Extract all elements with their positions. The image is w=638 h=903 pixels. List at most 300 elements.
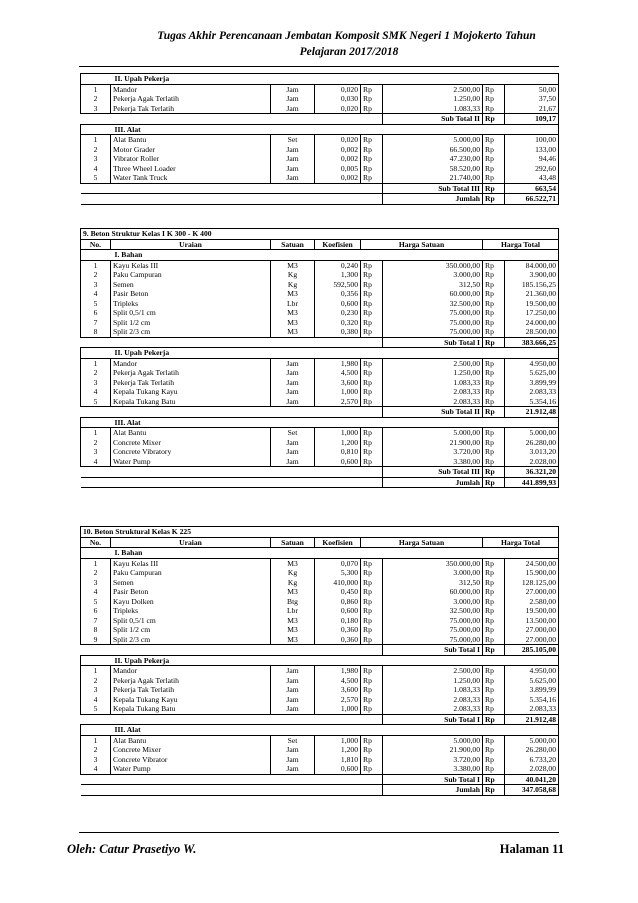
row-harga-satuan: 2.083,33 bbox=[383, 695, 483, 705]
subtotal-spacer bbox=[81, 467, 383, 478]
table-row bbox=[81, 447, 559, 457]
row-koefisien: 2,570 bbox=[315, 397, 361, 407]
row-harga-currency: Rp bbox=[361, 145, 383, 155]
row-harga-satuan: 5.000,00 bbox=[383, 428, 483, 438]
row-koefisien: 3,600 bbox=[315, 378, 361, 388]
row-harga-total: 2.083,33 bbox=[505, 387, 559, 397]
section-no-cell bbox=[81, 250, 111, 261]
row-harga-satuan: 21.740,00 bbox=[383, 173, 483, 183]
row-harga-total: 5.000,00 bbox=[505, 735, 559, 745]
row-satuan: M3 bbox=[271, 625, 315, 635]
row-koefisien: 3,600 bbox=[315, 685, 361, 695]
subtotal-currency: Rp bbox=[483, 645, 505, 656]
row-total-currency: Rp bbox=[483, 625, 505, 635]
subtotal-label: Sub Total I bbox=[383, 714, 483, 725]
row-total-currency: Rp bbox=[483, 308, 505, 318]
row-koefisien: 0,030 bbox=[315, 94, 361, 104]
section-header-row bbox=[81, 74, 559, 85]
row-no: 1 bbox=[81, 428, 111, 438]
footer-page-number: Halaman 11 bbox=[499, 842, 564, 856]
section-no-cell bbox=[81, 124, 111, 135]
document-header-line-1: Tugas Akhir Perencanaan Jembatan Komposit SMK Negeri 1 Mojokerto Tahun bbox=[157, 30, 536, 42]
row-harga-currency: Rp bbox=[361, 397, 383, 407]
row-harga-satuan: 3.000,00 bbox=[383, 568, 483, 578]
row-total-currency: Rp bbox=[483, 378, 505, 388]
subtotal-spacer bbox=[81, 183, 383, 194]
section-label: II. Upah Pekerja bbox=[111, 348, 559, 359]
row-harga-currency: Rp bbox=[361, 135, 383, 145]
table-row bbox=[81, 327, 559, 337]
jumlah-label: Jumlah bbox=[383, 477, 483, 488]
table-row bbox=[81, 704, 559, 714]
row-koefisien: 0,002 bbox=[315, 173, 361, 183]
row-total-currency: Rp bbox=[483, 368, 505, 378]
row-uraian: Kayu Dolken bbox=[111, 597, 271, 607]
row-no: 1 bbox=[81, 84, 111, 94]
row-total-currency: Rp bbox=[483, 606, 505, 616]
row-harga-satuan: 75.000,00 bbox=[383, 635, 483, 645]
row-harga-satuan: 3.380,00 bbox=[383, 764, 483, 774]
row-harga-satuan: 3.000,00 bbox=[383, 270, 483, 280]
section-no-cell bbox=[81, 348, 111, 359]
row-harga-total: 4.950,00 bbox=[505, 666, 559, 676]
table-row bbox=[81, 280, 559, 290]
row-harga-currency: Rp bbox=[361, 308, 383, 318]
row-satuan: M3 bbox=[271, 289, 315, 299]
table-row bbox=[81, 94, 559, 104]
row-uraian: Pekerja Tak Terlatih bbox=[111, 378, 271, 388]
row-harga-currency: Rp bbox=[361, 358, 383, 368]
row-total-currency: Rp bbox=[483, 387, 505, 397]
row-no: 2 bbox=[81, 368, 111, 378]
row-koefisien: 0,860 bbox=[315, 597, 361, 607]
row-satuan: M3 bbox=[271, 308, 315, 318]
row-no: 1 bbox=[81, 135, 111, 145]
row-uraian: Pekerja Tak Terlatih bbox=[111, 104, 271, 114]
col-header-no: No. bbox=[81, 537, 111, 548]
row-harga-satuan: 2.083,33 bbox=[383, 387, 483, 397]
document-header-line-2: Pelajaran 2017/2018 bbox=[299, 46, 399, 58]
table-row bbox=[81, 378, 559, 388]
row-total-currency: Rp bbox=[483, 457, 505, 467]
row-satuan: Kg bbox=[271, 578, 315, 588]
row-no: 1 bbox=[81, 735, 111, 745]
row-no: 1 bbox=[81, 358, 111, 368]
col-header-koefisien: Koefisien bbox=[315, 239, 361, 250]
row-harga-currency: Rp bbox=[361, 447, 383, 457]
row-total-currency: Rp bbox=[483, 94, 505, 104]
row-harga-satuan: 66.500,00 bbox=[383, 145, 483, 155]
row-koefisien: 5,300 bbox=[315, 568, 361, 578]
row-uraian: Concrete Mixer bbox=[111, 745, 271, 755]
row-harga-satuan: 5.000,00 bbox=[383, 135, 483, 145]
row-harga-currency: Rp bbox=[361, 299, 383, 309]
footer-rule bbox=[79, 832, 559, 833]
subtotal-label: Sub Total II bbox=[383, 407, 483, 418]
row-harga-satuan: 58.520,00 bbox=[383, 164, 483, 174]
row-harga-satuan: 2.083,33 bbox=[383, 704, 483, 714]
row-satuan: Kg bbox=[271, 270, 315, 280]
row-harga-total: 2.028,00 bbox=[505, 457, 559, 467]
row-total-currency: Rp bbox=[483, 104, 505, 114]
subtotal-value: 109,17 bbox=[505, 114, 559, 125]
row-satuan: Jam bbox=[271, 94, 315, 104]
row-harga-currency: Rp bbox=[361, 676, 383, 686]
row-uraian: Semen bbox=[111, 280, 271, 290]
row-harga-satuan: 1.083,33 bbox=[383, 104, 483, 114]
col-header-harga-total: Harga Total bbox=[483, 537, 559, 548]
jumlah-row bbox=[81, 477, 559, 488]
subtotal-spacer bbox=[81, 714, 383, 725]
section-label: I. Bahan bbox=[111, 548, 559, 559]
subtotal-currency: Rp bbox=[483, 183, 505, 194]
row-satuan: Jam bbox=[271, 447, 315, 457]
row-uraian: Pekerja Agak Terlatih bbox=[111, 368, 271, 378]
row-harga-satuan: 312,50 bbox=[383, 578, 483, 588]
row-uraian: Vibrator Roller bbox=[111, 154, 271, 164]
row-total-currency: Rp bbox=[483, 260, 505, 270]
subtotal-currency: Rp bbox=[483, 714, 505, 725]
subtotal-label: Sub Total I bbox=[383, 774, 483, 785]
row-koefisien: 1,000 bbox=[315, 387, 361, 397]
row-satuan: M3 bbox=[271, 318, 315, 328]
table-row bbox=[81, 745, 559, 755]
row-satuan: Jam bbox=[271, 378, 315, 388]
row-no: 6 bbox=[81, 606, 111, 616]
row-harga-currency: Rp bbox=[361, 635, 383, 645]
row-harga-total: 50,00 bbox=[505, 84, 559, 94]
row-uraian: Motor Grader bbox=[111, 145, 271, 155]
row-total-currency: Rp bbox=[483, 695, 505, 705]
row-no: 4 bbox=[81, 457, 111, 467]
row-total-currency: Rp bbox=[483, 755, 505, 765]
section-no-cell bbox=[81, 725, 111, 736]
row-koefisien: 0,450 bbox=[315, 587, 361, 597]
table-row bbox=[81, 558, 559, 568]
row-harga-total: 28.500,00 bbox=[505, 327, 559, 337]
row-total-currency: Rp bbox=[483, 428, 505, 438]
table-row bbox=[81, 695, 559, 705]
table-row bbox=[81, 397, 559, 407]
row-satuan: Jam bbox=[271, 704, 315, 714]
row-harga-currency: Rp bbox=[361, 597, 383, 607]
row-total-currency: Rp bbox=[483, 270, 505, 280]
row-harga-total: 4.950,00 bbox=[505, 358, 559, 368]
row-total-currency: Rp bbox=[483, 173, 505, 183]
row-no: 4 bbox=[81, 387, 111, 397]
table-row bbox=[81, 164, 559, 174]
row-no: 3 bbox=[81, 578, 111, 588]
section-header-row bbox=[81, 725, 559, 736]
row-total-currency: Rp bbox=[483, 764, 505, 774]
col-header-harga-satuan: Harga Satuan bbox=[361, 239, 483, 250]
row-uraian: Mandor bbox=[111, 666, 271, 676]
row-satuan: Jam bbox=[271, 764, 315, 774]
row-harga-satuan: 75.000,00 bbox=[383, 318, 483, 328]
row-harga-total: 133,00 bbox=[505, 145, 559, 155]
row-koefisien: 0,020 bbox=[315, 84, 361, 94]
row-harga-currency: Rp bbox=[361, 94, 383, 104]
table-row bbox=[81, 154, 559, 164]
row-koefisien: 1,200 bbox=[315, 438, 361, 448]
subtotal-value: 40.041,20 bbox=[505, 774, 559, 785]
row-no: 2 bbox=[81, 94, 111, 104]
table-row bbox=[81, 666, 559, 676]
col-header-uraian: Uraian bbox=[111, 239, 271, 250]
row-harga-satuan: 1.250,00 bbox=[383, 676, 483, 686]
row-harga-total: 100,00 bbox=[505, 135, 559, 145]
row-satuan: M3 bbox=[271, 260, 315, 270]
row-harga-total: 17.250,00 bbox=[505, 308, 559, 318]
row-harga-currency: Rp bbox=[361, 625, 383, 635]
row-uraian: Pekerja Tak Terlatih bbox=[111, 685, 271, 695]
table-title-row bbox=[81, 229, 559, 240]
row-koefisien: 1,300 bbox=[315, 270, 361, 280]
row-satuan: Jam bbox=[271, 457, 315, 467]
jumlah-spacer bbox=[81, 194, 383, 205]
row-satuan: Set bbox=[271, 735, 315, 745]
jumlah-value: 441.899,93 bbox=[505, 477, 559, 488]
row-harga-currency: Rp bbox=[361, 764, 383, 774]
row-harga-currency: Rp bbox=[361, 558, 383, 568]
row-no: 1 bbox=[81, 260, 111, 270]
row-satuan: Jam bbox=[271, 685, 315, 695]
row-harga-satuan: 1.250,00 bbox=[383, 94, 483, 104]
row-harga-satuan: 3.720,00 bbox=[383, 447, 483, 457]
cost-table-beton-k225 bbox=[80, 526, 559, 796]
row-harga-total: 3.899,99 bbox=[505, 378, 559, 388]
row-no: 1 bbox=[81, 558, 111, 568]
jumlah-value: 347.058,68 bbox=[505, 785, 559, 796]
column-header-row bbox=[81, 239, 559, 250]
row-harga-satuan: 2.083,33 bbox=[383, 397, 483, 407]
row-harga-satuan: 47.230,00 bbox=[383, 154, 483, 164]
row-satuan: M3 bbox=[271, 587, 315, 597]
row-no: 3 bbox=[81, 280, 111, 290]
section-no-cell bbox=[81, 74, 111, 85]
subtotal-row bbox=[81, 407, 559, 418]
row-satuan: Jam bbox=[271, 676, 315, 686]
row-no: 3 bbox=[81, 154, 111, 164]
row-uraian: Alat Bantu bbox=[111, 735, 271, 745]
row-koefisien: 1,810 bbox=[315, 755, 361, 765]
subtotal-row bbox=[81, 467, 559, 478]
row-harga-currency: Rp bbox=[361, 735, 383, 745]
row-harga-total: 27.000,00 bbox=[505, 625, 559, 635]
subtotal-spacer bbox=[81, 337, 383, 348]
col-header-no: No. bbox=[81, 239, 111, 250]
row-harga-satuan: 350.000,00 bbox=[383, 260, 483, 270]
row-total-currency: Rp bbox=[483, 280, 505, 290]
row-total-currency: Rp bbox=[483, 735, 505, 745]
table-row bbox=[81, 308, 559, 318]
row-harga-currency: Rp bbox=[361, 378, 383, 388]
section-header-row bbox=[81, 250, 559, 261]
row-no: 5 bbox=[81, 173, 111, 183]
row-total-currency: Rp bbox=[483, 578, 505, 588]
jumlah-spacer bbox=[81, 477, 383, 488]
row-harga-currency: Rp bbox=[361, 755, 383, 765]
jumlah-label: Jumlah bbox=[383, 194, 483, 205]
row-uraian: Kepala Tukang Batu bbox=[111, 397, 271, 407]
section-no-cell bbox=[81, 548, 111, 559]
table-row bbox=[81, 568, 559, 578]
row-total-currency: Rp bbox=[483, 616, 505, 626]
row-harga-satuan: 2.500,00 bbox=[383, 84, 483, 94]
row-harga-satuan: 1.083,33 bbox=[383, 378, 483, 388]
table-row bbox=[81, 260, 559, 270]
jumlah-label: Jumlah bbox=[383, 785, 483, 796]
row-total-currency: Rp bbox=[483, 154, 505, 164]
row-harga-total: 21.360,00 bbox=[505, 289, 559, 299]
row-harga-total: 128.125,00 bbox=[505, 578, 559, 588]
table-row bbox=[81, 616, 559, 626]
row-satuan: Jam bbox=[271, 104, 315, 114]
row-koefisien: 0,240 bbox=[315, 260, 361, 270]
row-koefisien: 0,070 bbox=[315, 558, 361, 568]
row-harga-satuan: 32.500,00 bbox=[383, 606, 483, 616]
subtotal-label: Sub Total II bbox=[383, 114, 483, 125]
row-koefisien: 1,200 bbox=[315, 745, 361, 755]
row-no: 3 bbox=[81, 685, 111, 695]
row-uraian: Alat Bantu bbox=[111, 135, 271, 145]
row-koefisien: 2,570 bbox=[315, 695, 361, 705]
row-total-currency: Rp bbox=[483, 397, 505, 407]
row-harga-currency: Rp bbox=[361, 616, 383, 626]
row-satuan: Jam bbox=[271, 397, 315, 407]
row-koefisien: 1,000 bbox=[315, 735, 361, 745]
col-header-satuan: Satuan bbox=[271, 537, 315, 548]
row-no: 3 bbox=[81, 378, 111, 388]
row-koefisien: 0,380 bbox=[315, 327, 361, 337]
row-no: 2 bbox=[81, 438, 111, 448]
row-uraian: Pasir Beton bbox=[111, 289, 271, 299]
row-harga-currency: Rp bbox=[361, 154, 383, 164]
row-harga-total: 19.500,00 bbox=[505, 606, 559, 616]
row-satuan: Jam bbox=[271, 164, 315, 174]
row-harga-total: 185.156,25 bbox=[505, 280, 559, 290]
row-harga-currency: Rp bbox=[361, 327, 383, 337]
table-row bbox=[81, 578, 559, 588]
row-satuan: Jam bbox=[271, 666, 315, 676]
row-no: 9 bbox=[81, 635, 111, 645]
row-harga-satuan: 3.720,00 bbox=[383, 755, 483, 765]
row-harga-total: 15.900,00 bbox=[505, 568, 559, 578]
row-total-currency: Rp bbox=[483, 635, 505, 645]
row-harga-satuan: 60.000,00 bbox=[383, 587, 483, 597]
row-harga-currency: Rp bbox=[361, 587, 383, 597]
row-satuan: Set bbox=[271, 135, 315, 145]
row-harga-total: 84.000,00 bbox=[505, 260, 559, 270]
row-koefisien: 4,500 bbox=[315, 676, 361, 686]
subtotal-spacer bbox=[81, 114, 383, 125]
row-harga-currency: Rp bbox=[361, 368, 383, 378]
row-harga-satuan: 350.000,00 bbox=[383, 558, 483, 568]
row-koefisien: 0,020 bbox=[315, 135, 361, 145]
row-total-currency: Rp bbox=[483, 327, 505, 337]
row-harga-currency: Rp bbox=[361, 666, 383, 676]
row-koefisien: 0,230 bbox=[315, 308, 361, 318]
row-harga-currency: Rp bbox=[361, 695, 383, 705]
row-harga-total: 27.000,00 bbox=[505, 635, 559, 645]
row-total-currency: Rp bbox=[483, 745, 505, 755]
row-harga-currency: Rp bbox=[361, 428, 383, 438]
row-total-currency: Rp bbox=[483, 289, 505, 299]
row-uraian: Mandor bbox=[111, 358, 271, 368]
table-row bbox=[81, 457, 559, 467]
row-total-currency: Rp bbox=[483, 587, 505, 597]
row-uraian: Water Pump bbox=[111, 457, 271, 467]
subtotal-row bbox=[81, 774, 559, 785]
row-no: 4 bbox=[81, 764, 111, 774]
row-harga-total: 6.733,20 bbox=[505, 755, 559, 765]
jumlah-row bbox=[81, 194, 559, 205]
table-row bbox=[81, 587, 559, 597]
subtotal-currency: Rp bbox=[483, 337, 505, 348]
row-total-currency: Rp bbox=[483, 318, 505, 328]
table-row bbox=[81, 755, 559, 765]
row-harga-currency: Rp bbox=[361, 164, 383, 174]
row-no: 4 bbox=[81, 289, 111, 299]
row-harga-currency: Rp bbox=[361, 270, 383, 280]
row-satuan: M3 bbox=[271, 558, 315, 568]
table-row bbox=[81, 289, 559, 299]
table-row bbox=[81, 764, 559, 774]
row-uraian: Kayu Kelas III bbox=[111, 260, 271, 270]
row-harga-satuan: 21.900,00 bbox=[383, 438, 483, 448]
section-header-row bbox=[81, 124, 559, 135]
row-total-currency: Rp bbox=[483, 145, 505, 155]
row-uraian: Paku Campuran bbox=[111, 270, 271, 280]
row-harga-currency: Rp bbox=[361, 704, 383, 714]
row-no: 5 bbox=[81, 704, 111, 714]
row-koefisien: 0,320 bbox=[315, 318, 361, 328]
row-no: 2 bbox=[81, 145, 111, 155]
row-harga-currency: Rp bbox=[361, 578, 383, 588]
row-harga-total: 5.354,16 bbox=[505, 695, 559, 705]
table-row bbox=[81, 135, 559, 145]
row-satuan: Jam bbox=[271, 438, 315, 448]
row-koefisien: 0,020 bbox=[315, 104, 361, 114]
row-harga-currency: Rp bbox=[361, 606, 383, 616]
subtotal-currency: Rp bbox=[483, 774, 505, 785]
row-total-currency: Rp bbox=[483, 358, 505, 368]
table-row bbox=[81, 145, 559, 155]
jumlah-value: 66.522,71 bbox=[505, 194, 559, 205]
jumlah-currency: Rp bbox=[483, 785, 505, 796]
row-uraian: Concrete Mixer bbox=[111, 438, 271, 448]
table-title: 10. Beton Struktural Kelas K 225 bbox=[81, 527, 559, 538]
header-rule bbox=[79, 66, 559, 67]
row-harga-currency: Rp bbox=[361, 457, 383, 467]
row-uraian: Kayu Kelas III bbox=[111, 558, 271, 568]
subtotal-label: Sub Total I bbox=[383, 645, 483, 656]
row-harga-total: 19.500,00 bbox=[505, 299, 559, 309]
row-satuan: Jam bbox=[271, 368, 315, 378]
row-harga-satuan: 1.250,00 bbox=[383, 368, 483, 378]
row-harga-satuan: 1.083,33 bbox=[383, 685, 483, 695]
table-row bbox=[81, 358, 559, 368]
section-label: I. Bahan bbox=[111, 250, 559, 261]
row-no: 5 bbox=[81, 299, 111, 309]
row-total-currency: Rp bbox=[483, 164, 505, 174]
row-koefisien: 1,980 bbox=[315, 358, 361, 368]
row-uraian: Semen bbox=[111, 578, 271, 588]
row-total-currency: Rp bbox=[483, 597, 505, 607]
section-label: III. Alat bbox=[111, 725, 559, 736]
subtotal-currency: Rp bbox=[483, 467, 505, 478]
subtotal-row bbox=[81, 645, 559, 656]
